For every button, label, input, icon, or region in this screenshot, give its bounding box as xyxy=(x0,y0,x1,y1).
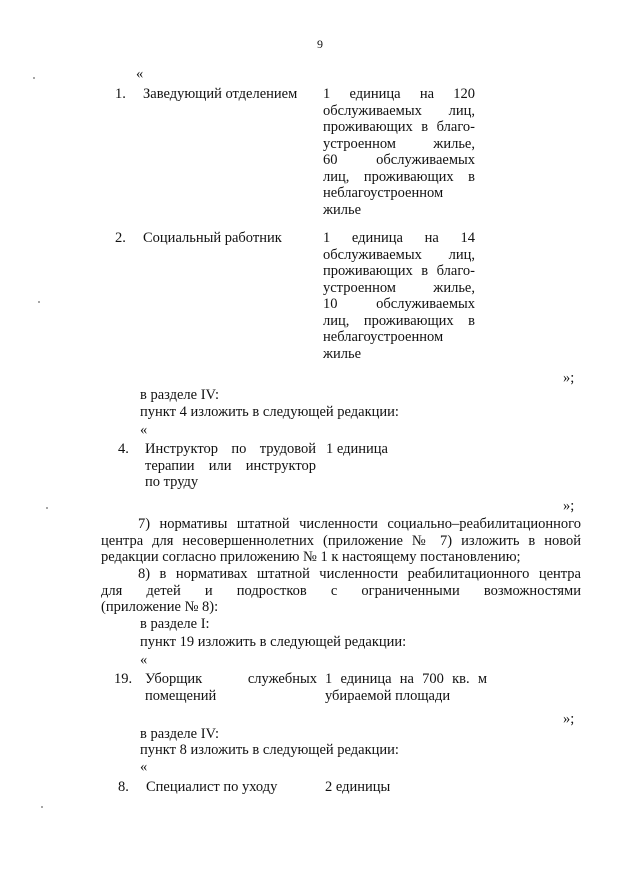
position-title: Заведующий отделением xyxy=(143,86,298,102)
row-number: 8. xyxy=(118,779,129,795)
staff-norm: 1 единица на 120 обслуживаемых лиц, проживающих в благо- устроенном жилье, 60 обслуживаемых лиц, проживающих в неблагоустроенном жилье xyxy=(323,86,475,218)
section-heading: в разделе IV: xyxy=(140,726,219,742)
close-quote: »; xyxy=(563,370,575,386)
row-number: 1. xyxy=(115,86,126,102)
staff-norm: 1 единица на 14 обслуживаемых лиц, проживающих в благо- устроенном жилье, 10 обслуживаемых лиц, проживающих в неблагоустроенном жилье xyxy=(323,230,475,362)
staff-norm: 1 единица xyxy=(326,441,388,457)
staff-norm: 1 единица на 700 кв. м убираемой площади xyxy=(325,671,487,704)
close-quote: »; xyxy=(563,711,575,727)
row-number: 19. xyxy=(114,671,133,687)
scan-speck xyxy=(38,301,40,303)
paragraph-7: 7) нормативы штатной численности социально–реабилитационного центра для несовершеннолетних (приложение № 7) изложить в новой редакции согласно приложению № 1 к настоящему постановлению; xyxy=(101,516,581,565)
instruction-text: пункт 19 изложить в следующей редакции: xyxy=(140,634,407,650)
position-title: Социальный работник xyxy=(143,230,282,246)
open-quote: « xyxy=(140,759,148,775)
position-title: Инструктор по трудовой терапии или инструктор по труду xyxy=(145,441,316,490)
close-quote: »; xyxy=(563,498,575,514)
row-number: 2. xyxy=(115,230,126,246)
staff-norm: 2 единицы xyxy=(325,779,391,795)
page-number: 9 xyxy=(317,37,323,51)
open-quote: « xyxy=(140,422,148,438)
position-title: Уборщик служебных помещений xyxy=(145,671,317,704)
position-title: Специалист по уходу xyxy=(146,779,278,795)
open-quote: « xyxy=(140,652,148,668)
instruction-text: пункт 4 изложить в следующей редакции: xyxy=(140,404,399,420)
scan-speck xyxy=(46,507,48,509)
section-heading: в разделе I: xyxy=(140,616,210,632)
scan-speck xyxy=(33,77,35,79)
instruction-text: пункт 8 изложить в следующей редакции: xyxy=(140,742,399,758)
open-quote: « xyxy=(136,66,144,82)
paragraph-8: 8) в нормативах штатной численности реабилитационного центра для детей и подростков с ограниченными возможностями (приложение № 8): xyxy=(101,566,581,615)
row-number: 4. xyxy=(118,441,129,457)
section-heading: в разделе IV: xyxy=(140,387,219,403)
scan-speck xyxy=(41,806,43,808)
